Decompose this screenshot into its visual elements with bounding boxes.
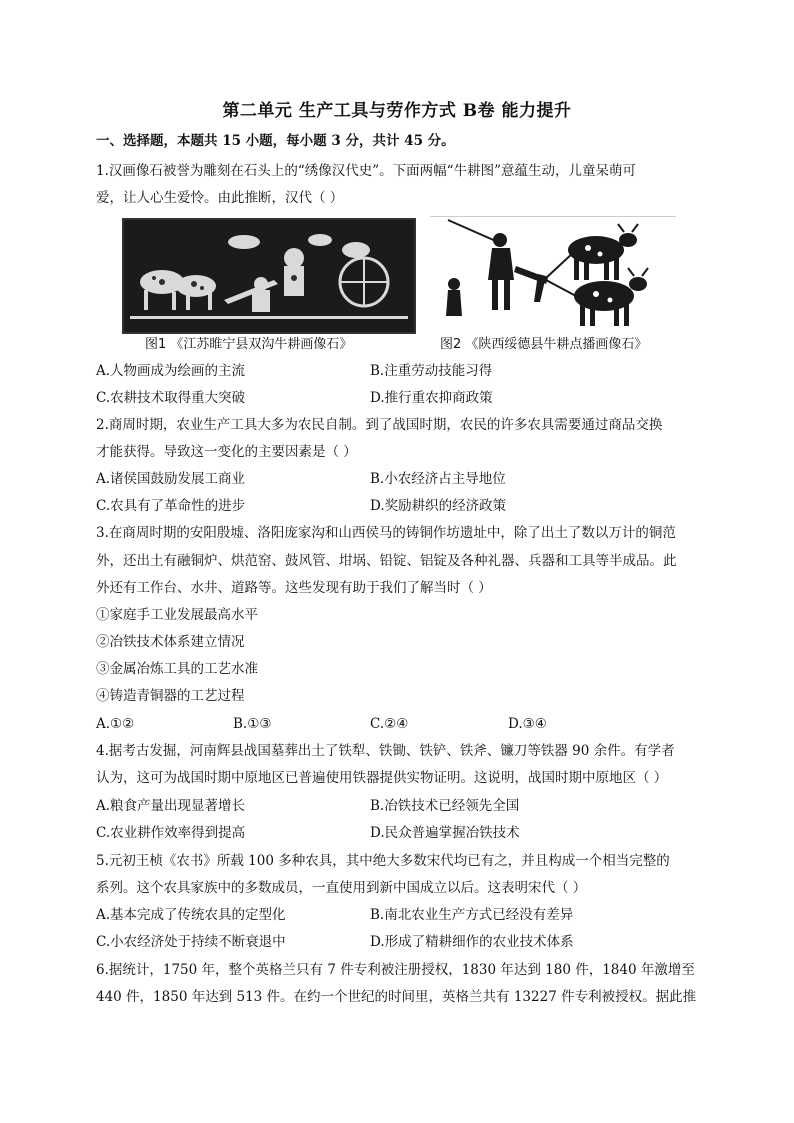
question-1-line-1: 1.汉画像石被誉为雕刻在石头上的“绣像汉代史”。下面两幅“牛耕图”意蕴生动，儿童呆萌可 — [96, 163, 636, 179]
q1-option-d[interactable]: D.推行重农抑商政策 — [370, 390, 493, 406]
q5-option-d[interactable]: D.形成了精耕细作的农业技术体系 — [370, 934, 574, 950]
question-5-line-1: 5.元初王桢《农书》所载 100 多种农具，其中绝大多数宋代均已有之，并且构成一个相当完整的 — [96, 853, 670, 869]
q2-option-d[interactable]: D.奖励耕织的经济政策 — [370, 498, 507, 514]
q5-option-b[interactable]: B.南北农业生产方式已经没有差异 — [370, 907, 574, 923]
ox-plough-relief-2 — [438, 218, 674, 330]
q5-option-c[interactable]: C.小农经济处于持续不断衰退中 — [96, 934, 286, 950]
question-4-line-1: 4.据考古发掘，河南辉县战国墓葬出土了铁犁、铁锄、铁铲、铁斧、镰刀等铁器 90 余件。有学者 — [96, 743, 675, 759]
ox-plough-relief-1 — [124, 220, 414, 332]
q4-option-a[interactable]: A.粮食产量出现显著增长 — [96, 798, 246, 814]
q3-option-c[interactable]: C.②④ — [370, 716, 409, 732]
q4-option-b[interactable]: B.冶铁技术已经领先全国 — [370, 798, 520, 814]
q2-option-b[interactable]: B.小农经济占主导地位 — [370, 471, 506, 487]
question-3-line-2: 外，还出土有融铜炉、烘范窑、鼓风管、坩埚、铅锭、铝锭及各种礼器、兵器和工具等半成品。此 — [96, 553, 677, 569]
q3-option-a[interactable]: A.①② — [96, 716, 135, 732]
figure-1-image — [122, 218, 416, 334]
q3-statement-1: ①家庭手工业发展最高水平 — [96, 607, 258, 623]
figure-divider — [430, 216, 676, 217]
figure-2-caption: 图2 《陕西绥德县牛耕点播画像石》 — [440, 337, 648, 352]
question-2-line-2: 才能获得。导致这一变化的主要因素是（ ） — [96, 444, 357, 460]
section-header: 一、选择题，本题共 15 小题，每小题 3 分，共计 45 分。 — [96, 133, 455, 149]
question-6-line-1: 6.据统计，1750 年，整个英格兰只有 7 件专利被注册授权，1830 年达到 180 件，1840 年激增至 — [96, 962, 695, 978]
q1-option-b[interactable]: B.注重劳动技能习得 — [370, 363, 493, 379]
question-2-line-1: 2.商周时期，农业生产工具大多为农民自制。到了战国时期，农民的许多农具需要通过商品交换 — [96, 417, 663, 433]
q4-option-d[interactable]: D.民众普遍掌握冶铁技术 — [370, 825, 520, 841]
q2-option-c[interactable]: C.农具有了革命性的进步 — [96, 498, 246, 514]
page-title: 第二单元 生产工具与劳作方式 B卷 能力提升 — [222, 101, 572, 121]
q3-option-d[interactable]: D.③④ — [508, 716, 547, 732]
question-3-line-1: 3.在商周时期的安阳殷墟、洛阳庞家沟和山西侯马的铸铜作坊遗址中，除了出土了数以万计的铜范 — [96, 525, 676, 541]
q4-option-c[interactable]: C.农业耕作效率得到提高 — [96, 825, 246, 841]
question-3-line-3: 外还有工作台、水井、道路等。这些发现有助于我们了解当时（ ） — [96, 580, 492, 596]
q3-statement-4: ④铸造青铜器的工艺过程 — [96, 688, 245, 704]
question-6-line-2: 440 件，1850 年达到 513 件。在约一个世纪的时间里，英格兰共有 13227 件专利被授权。据此推 — [96, 989, 697, 1005]
q2-option-a[interactable]: A.诸侯国鼓励发展工商业 — [96, 471, 246, 487]
q3-statement-2: ②冶铁技术体系建立情况 — [96, 634, 245, 650]
q3-statement-3: ③金属冶炼工具的工艺水准 — [96, 661, 258, 677]
question-1-line-2: 爱，让人心生爱怜。由此推断，汉代（ ） — [96, 190, 344, 206]
figure-2-image — [438, 218, 674, 330]
q1-option-c[interactable]: C.农耕技术取得重大突破 — [96, 390, 246, 406]
q5-option-a[interactable]: A.基本完成了传统农具的定型化 — [96, 907, 286, 923]
q3-option-b[interactable]: B.①③ — [233, 716, 272, 732]
q1-option-a[interactable]: A.人物画成为绘画的主流 — [96, 363, 246, 379]
figure-1-caption: 图1 《江苏睢宁县双沟牛耕画像石》 — [145, 337, 353, 352]
question-5-line-2: 系列。这个农具家族中的多数成员，一直使用到新中国成立以后。这表明宋代（ ） — [96, 880, 587, 896]
question-4-line-2: 认为，这可为战国时期中原地区已普遍使用铁器提供实物证明。这说明，战国时期中原地区（ ） — [96, 770, 668, 786]
